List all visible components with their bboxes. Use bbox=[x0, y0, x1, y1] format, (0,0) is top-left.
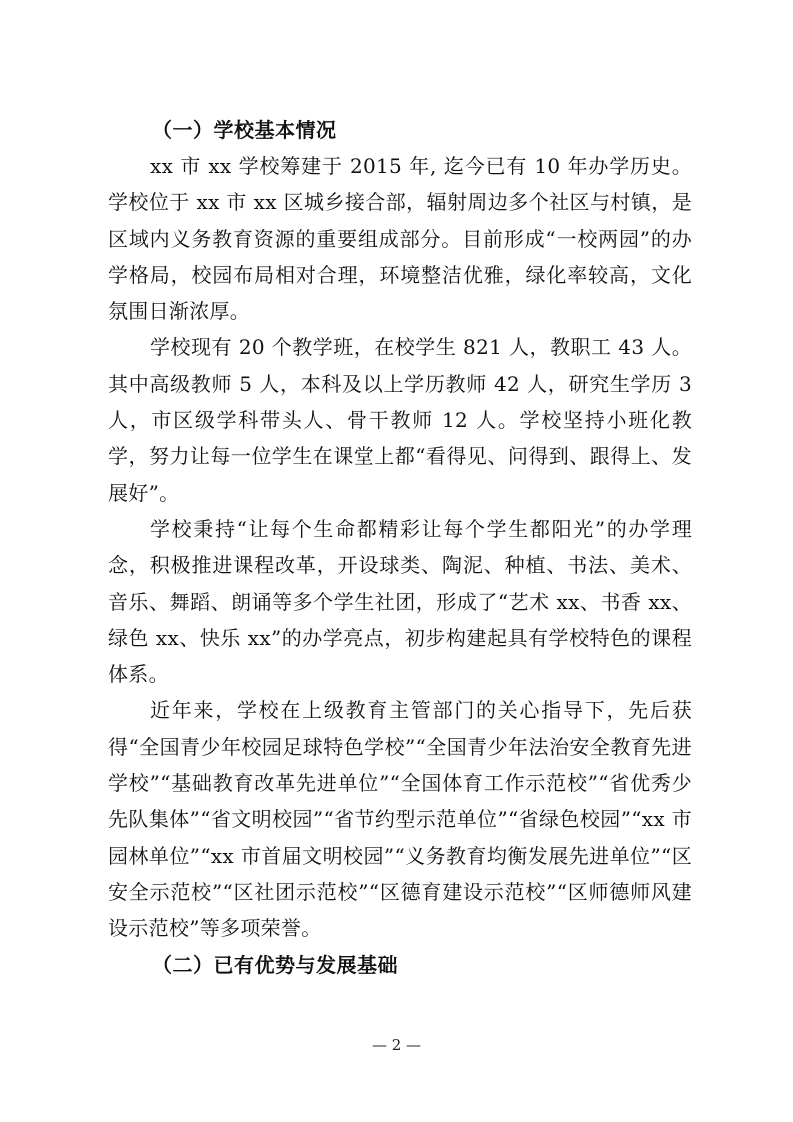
paragraph-school-overview: xx 市 xx 学校筹建于 2015 年, 迄今已有 10 年办学历史。学校位于 xx 市 xx 区城乡接合部，辐射周边多个社区与村镇，是区域内义务教育资源的重要组成部分。目前形成“一校两园”的办学格局，校园布局相对合理，环境整洁优雅，绿化率较高，文化氛围日渐浓厚。 bbox=[108, 154, 692, 324]
section-heading-advantages: （二）已有优势与发展基础 bbox=[152, 952, 398, 977]
section-heading-basic-info: （一）学校基本情况 bbox=[152, 118, 337, 142]
page-number: — 2 — bbox=[371, 1036, 422, 1054]
document-page bbox=[108, 112, 692, 983]
paragraph-staff-students: 学校现有 20 个教学班，在校学生 821 人，教职工 43 人。其中高级教师 5 人，本科及以上学历教师 42 人，研究生学历 3 人，市区级学科带头人、骨干教师 12 人。学校坚持小班化教学，努力让每一位学生在课堂上都“看得见、问得到、跟得上、发展好”。 bbox=[108, 335, 692, 505]
paragraph-honors: 近年来，学校在上级教育主管部门的关心指导下，先后获得“全国青少年校园足球特色学校”“全国青少年法治安全教育先进学校”“基础教育改革先进单位”“全国体育工作示范校”“省优秀少先队集体”“省文明校园”“省节约型示范单位”“省绿色校园”“xx 市园林单位”“xx 市首届文明校园”“义务教育均衡发展先进单位”“区安全示范校”“区社团示范校”“区德育建设示范校”“区师德师风建设示范校”等多项荣誉。 bbox=[108, 698, 692, 941]
paragraph-philosophy-curriculum: 学校秉持“让每个生命都精彩让每个学生都阳光”的办学理念，积极推进课程改革，开设球类、陶泥、种植、书法、美术、音乐、舞蹈、朗诵等多个学生社团，形成了“艺术 xx、书香 xx、绿色 xx、快乐 xx”的办学亮点，初步构建起具有学校特色的课程体系。 bbox=[108, 516, 692, 687]
